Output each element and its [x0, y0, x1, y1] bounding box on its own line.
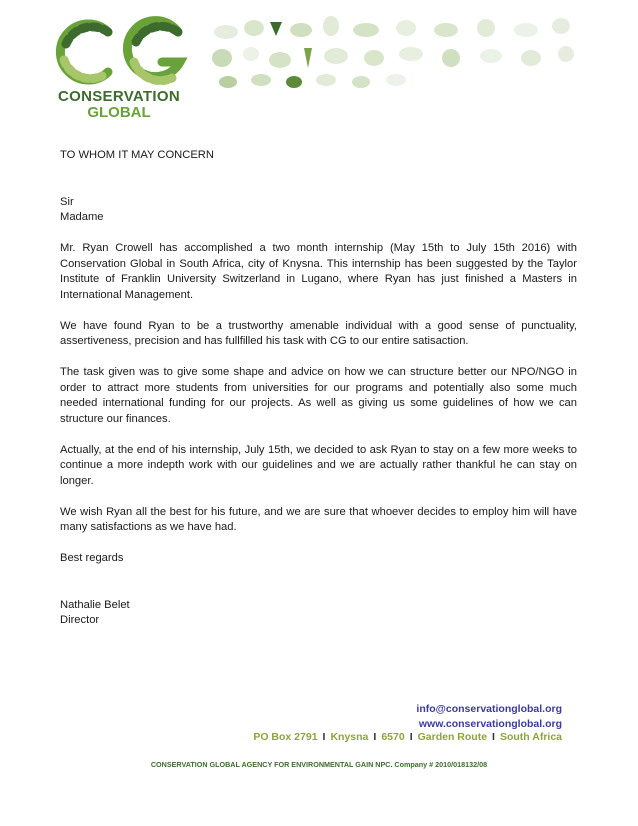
logo-word-conservation: CONSERVATION: [58, 88, 180, 105]
address-region: Garden Route: [417, 731, 488, 743]
address-separator: I: [373, 731, 377, 743]
letter-body: [60, 148, 577, 629]
footer-registration: CONSERVATION GLOBAL AGENCY FOR ENVIRONMENTAL GAIN NPC. Company # 2010/018132/08: [150, 760, 488, 769]
address-separator: I: [409, 731, 413, 743]
paragraph-internship: Mr. Ryan Crowell has accomplished a two month internship (May 15th to July 15th 2016) with Conservation Global in South Africa, city of Knysna. This internship has been suggested by the Taylor Institute of Franklin University Switzerland in Lugano, where Ryan has just finished a Masters in International Management.: [60, 242, 577, 301]
address-postcode: 6570: [381, 731, 405, 743]
cg-monogram-icon: [50, 16, 190, 88]
footer-address: [253, 731, 562, 743]
salutation-line: TO WHOM IT MAY CONCERN: [60, 149, 214, 161]
animal-silhouette-icon: [212, 16, 574, 88]
animal-silhouettes-banner-icon: [206, 14, 586, 90]
greeting-madame: Madame: [60, 211, 104, 223]
paragraph-wishes: We wish Ryan all the best for his future, and we are sure that whoever decides to employ him will have many satisfactions as we have had.: [60, 505, 577, 533]
signer-name: Nathalie Belet: [60, 598, 130, 611]
address-country: South Africa: [499, 731, 562, 743]
address-po-box: PO Box 2791: [253, 731, 318, 743]
address-separator: I: [322, 731, 326, 743]
signer-title: Director: [60, 614, 100, 626]
closing-line: Best regards: [60, 552, 124, 564]
address-city: Knysna: [330, 731, 369, 743]
greeting-sir: Sir: [60, 195, 74, 208]
paragraph-task: The task given was to give some shape and advice on how we can structure better our NPO/NGO in order to attract more students from universities for our programs and potentially also some much needed international funding for our projects. As well as giving us some guidelines of how we can structure our finances.: [60, 366, 577, 425]
footer-contact: [416, 702, 562, 732]
conservation-global-logo: [50, 16, 190, 120]
footer-email-link[interactable]: info@conservationglobal.org: [416, 703, 562, 715]
paragraph-assessment: We have found Ryan to be a trustworthy amenable individual with a good sense of punctuality, assertiveness, precision and has fullfilled his task with CG to our entire satisaction.: [60, 319, 577, 347]
address-separator: I: [492, 731, 495, 743]
footer-website-link[interactable]: www.conservationglobal.org: [418, 718, 562, 730]
paragraph-extension: Actually, at the end of his internship, July 15th, we decided to ask Ryan to stay on a few more weeks to continue a more indepth work with our guidelines and we are actually rather thankful he can stay on longer.: [60, 443, 577, 487]
logo-word-global: GLOBAL: [87, 104, 151, 121]
